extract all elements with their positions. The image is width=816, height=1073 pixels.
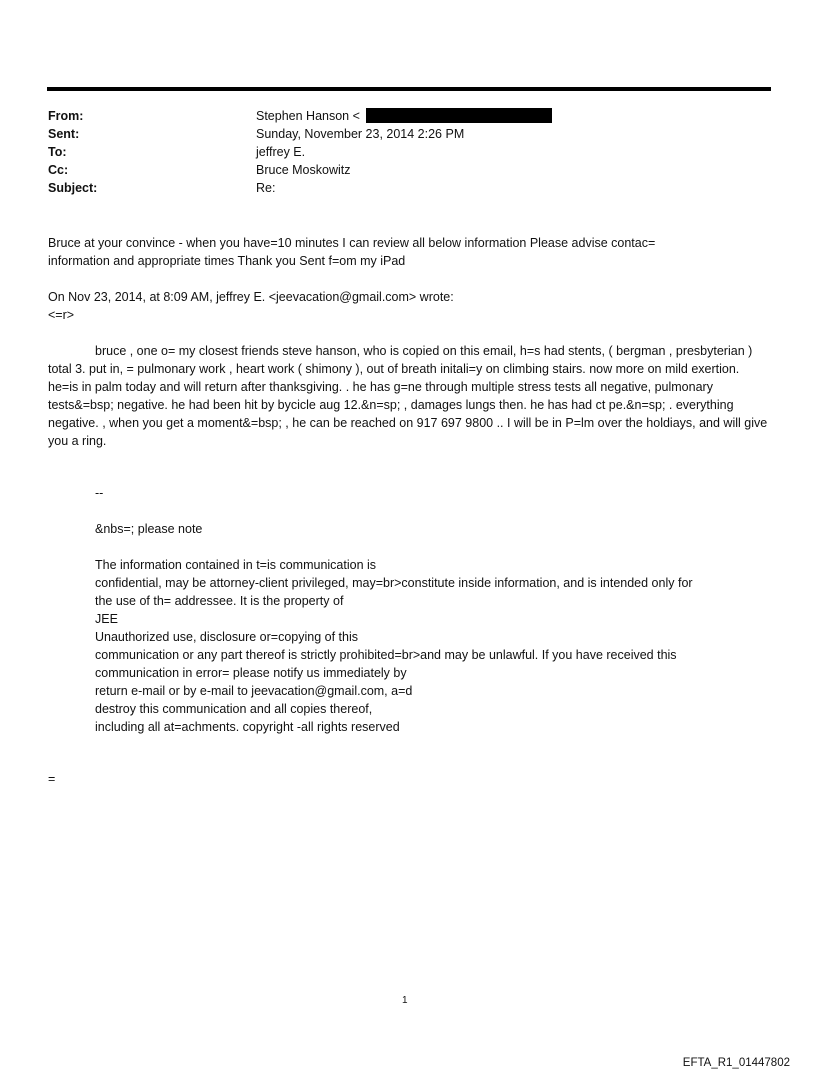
page-number: 1 — [402, 995, 408, 1006]
from-value — [256, 107, 768, 125]
cc-row — [48, 161, 768, 179]
sent-row — [48, 125, 768, 143]
subject-label: Subject: — [48, 181, 98, 195]
cc-value: Bruce Moskowitz — [256, 163, 351, 177]
reply-paragraph — [48, 234, 768, 270]
to-value: jeffrey E. — [256, 145, 306, 159]
signature-separator: -- — [95, 486, 104, 500]
notice-line: communication in error= please notify us immediately by — [95, 666, 407, 680]
notice-line: JEE — [95, 612, 118, 626]
trailing-artifact: = — [48, 772, 56, 786]
reply-line-2: information and appropriate times Thank you Sent f=om my iPad — [48, 254, 406, 268]
notice-line: destroy this communication and all copies thereof, — [95, 702, 373, 716]
quote-attribution: On Nov 23, 2014, at 8:09 AM, jeffrey E. <jeevacation@gmail.com> wrote: — [48, 290, 454, 304]
cc-label: Cc: — [48, 163, 69, 177]
from-label: From: — [48, 109, 84, 123]
subject-value: Re: — [256, 181, 276, 195]
quote-artifact: <=r> — [48, 308, 75, 322]
quoted-message: bruce , one o= my closest friends steve hanson, who is copied on this email, h=s had stents, ( bergman , presbyterian ) total 3. put in, = pulmonary work , heart work ( shimony ), out of breath initali=y on climbing stairs. now more on mild exertion. he=is in palm today and will return after thanksgiving. . he has g=ne through multiple stress tests all negative, pulmonary tests&=bsp; negative. he had been hit by bycicle aug 12.&n=sp; , damages lungs then. he has had ct pe.&n=sp; . everything negative. , when you get a moment&=bsp; , he can be reached on 917 697 9800 .. I will be in P=lm over the holdiays, and will give you a ring. — [48, 344, 768, 448]
to-label: To: — [48, 145, 67, 159]
notice-line: Unauthorized use, disclosure or=copying of this — [95, 630, 358, 644]
document-id: EFTA_R1_01447802 — [682, 1057, 790, 1069]
notice-line: communication or any part thereof is strictly prohibited=br>and may be unlawful. If you have received this — [95, 648, 677, 662]
quote-header — [48, 288, 768, 324]
redaction-bar — [366, 108, 552, 123]
notice-line: The information contained in t=is communication is — [95, 558, 377, 572]
from-row — [48, 107, 768, 125]
email-header — [48, 107, 768, 197]
to-row — [48, 143, 768, 161]
from-sender: Stephen Hanson < — [256, 109, 360, 123]
subject-row — [48, 179, 768, 197]
notice-line: including all at=achments. copyright -all rights reserved — [95, 720, 400, 734]
header-divider — [47, 87, 771, 91]
confidentiality-notice — [95, 556, 765, 736]
reply-line-1: Bruce at your convince - when you have=10 minutes I can review all below information Please advise contac= — [48, 236, 656, 250]
sent-label: Sent: — [48, 127, 80, 141]
notice-line: confidential, may be attorney-client privileged, may=br>constitute inside information, and is intended only for — [95, 576, 693, 590]
notice-line: return e-mail or by e-mail to jeevacation@gmail.com, a=d — [95, 684, 413, 698]
sent-value: Sunday, November 23, 2014 2:26 PM — [256, 127, 465, 141]
notice-line: the use of th= addressee. It is the property of — [95, 594, 344, 608]
signature-note: &nbs=; please note — [95, 522, 203, 536]
